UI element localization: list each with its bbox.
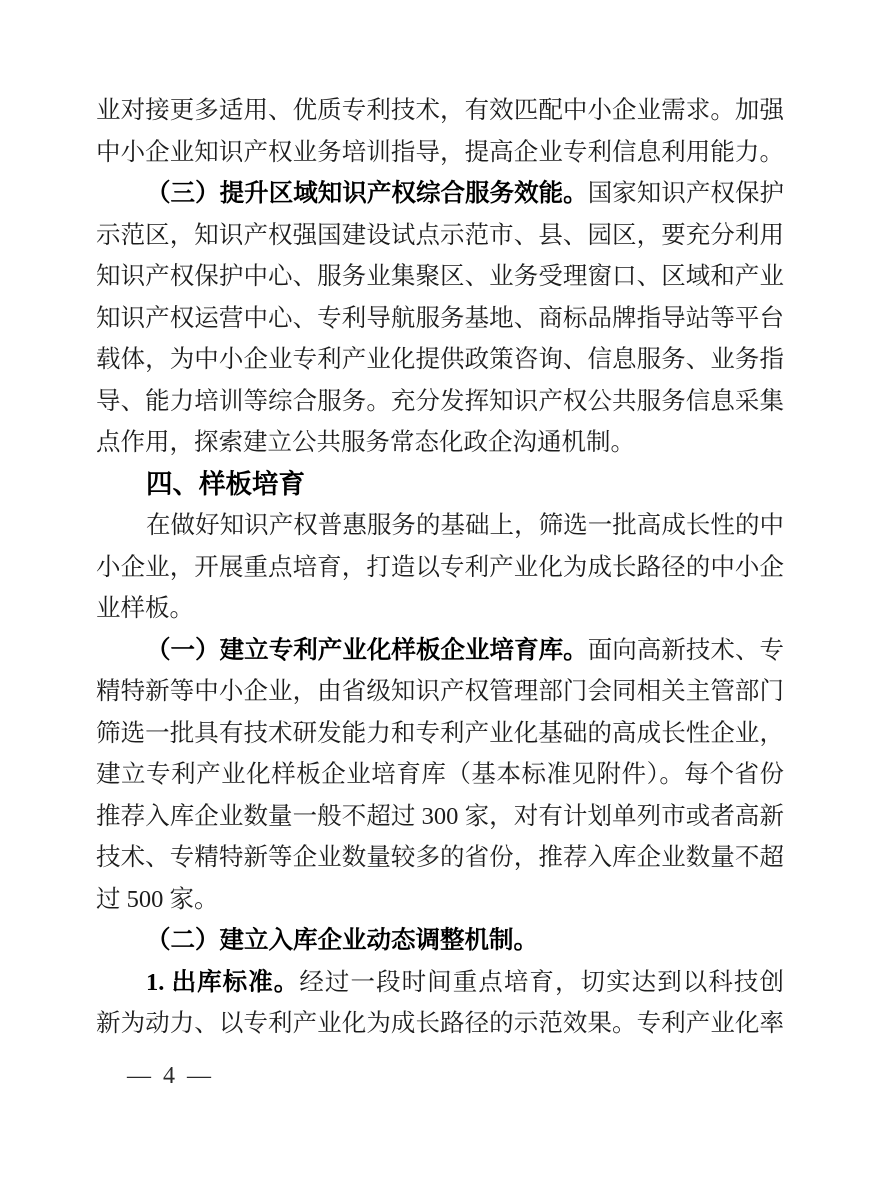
text-segment: 知识产权运营中心、专利导航服务基地、商标品牌指导站等平台 — [96, 304, 784, 332]
text-line-14 — [96, 630, 784, 672]
text-segment: 点作用，探索建立公共服务常态化政企沟通机制。 — [96, 429, 635, 456]
text-segment: 推荐入库企业数量一般不超过 300 家，对有计划单列市或者高新 — [96, 802, 784, 830]
text-line-9 — [96, 422, 784, 464]
text-line-22 — [96, 962, 784, 1004]
text-segment: 面向高新技术、专 — [587, 636, 784, 664]
text-line-12 — [96, 547, 784, 589]
bold-text-segment: 四、样板培育 — [146, 468, 305, 499]
text-segment: 精特新等中小企业，由省级知识产权管理部门会同相关主管部门 — [96, 678, 784, 705]
text-segment: 中小企业知识产权业务培训指导，提高企业专利信息利用能力。 — [96, 138, 784, 166]
text-line-10 — [96, 464, 784, 506]
text-segment: 技术、专精特新等企业数量较多的省份，推荐入库企业数量不超 — [96, 844, 784, 871]
page-number: — 4 — — [127, 1063, 214, 1089]
text-line-3 — [96, 173, 784, 215]
text-segment: 业样板。 — [96, 595, 194, 622]
text-line-20 — [96, 879, 784, 921]
text-segment: 筛选一批具有技术研发能力和专利产业化基础的高成长性企业， — [96, 719, 784, 747]
text-segment: 导、能力培训等综合服务。充分发挥知识产权公共服务信息采集 — [96, 387, 784, 415]
text-segment: 知识产权保护中心、服务业集聚区、业务受理窗口、区域和产业 — [96, 263, 784, 290]
text-segment: 业对接更多适用、优质专利技术，有效匹配中小企业需求。加强 — [96, 97, 784, 124]
text-line-4 — [96, 215, 784, 257]
text-line-11 — [96, 505, 784, 547]
bold-text-segment: 1. 出库标准。 — [146, 968, 300, 996]
text-segment: 示范区，知识产权强国建设试点示范市、县、园区，要充分利用 — [96, 221, 784, 249]
text-segment: 过 500 家。 — [96, 885, 219, 913]
text-segment: 国家知识产权保护 — [587, 180, 784, 207]
text-line-6 — [96, 298, 784, 340]
text-segment: 在做好知识产权普惠服务的基础上，筛选一批高成长性的中 — [146, 512, 784, 539]
text-block — [96, 90, 784, 1045]
text-line-8 — [96, 381, 784, 423]
text-line-13 — [96, 588, 784, 630]
text-line-15 — [96, 671, 784, 713]
text-line-18 — [96, 796, 784, 838]
text-line-16 — [96, 713, 784, 755]
text-segment: 新为动力、以专利产业化为成长路径的示范效果。专利产业化率 — [96, 1010, 784, 1037]
text-segment: 建立专利产业化样板企业培育库（基本标准见附件）。每个省份 — [96, 761, 784, 788]
text-segment: 载体，为中小企业专利产业化提供政策咨询、信息服务、业务指 — [96, 346, 784, 373]
text-segment: 小企业，开展重点培育，打造以专利产业化为成长路径的中小企 — [96, 553, 784, 581]
text-line-19 — [96, 837, 784, 879]
text-line-23 — [96, 1003, 784, 1045]
text-line-2 — [96, 132, 784, 174]
text-line-1 — [96, 90, 784, 132]
text-line-21 — [96, 920, 784, 962]
text-segment: 经过一段时间重点培育，切实达到以科技创 — [299, 968, 784, 996]
text-line-7 — [96, 339, 784, 381]
bold-text-segment: （一）建立专利产业化样板企业培育库。 — [146, 636, 588, 664]
text-line-5 — [96, 256, 784, 298]
bold-text-segment: （二）建立入库企业动态调整机制。 — [146, 927, 538, 954]
bold-text-segment: （三）提升区域知识产权综合服务效能。 — [146, 180, 588, 207]
text-line-17 — [96, 754, 784, 796]
